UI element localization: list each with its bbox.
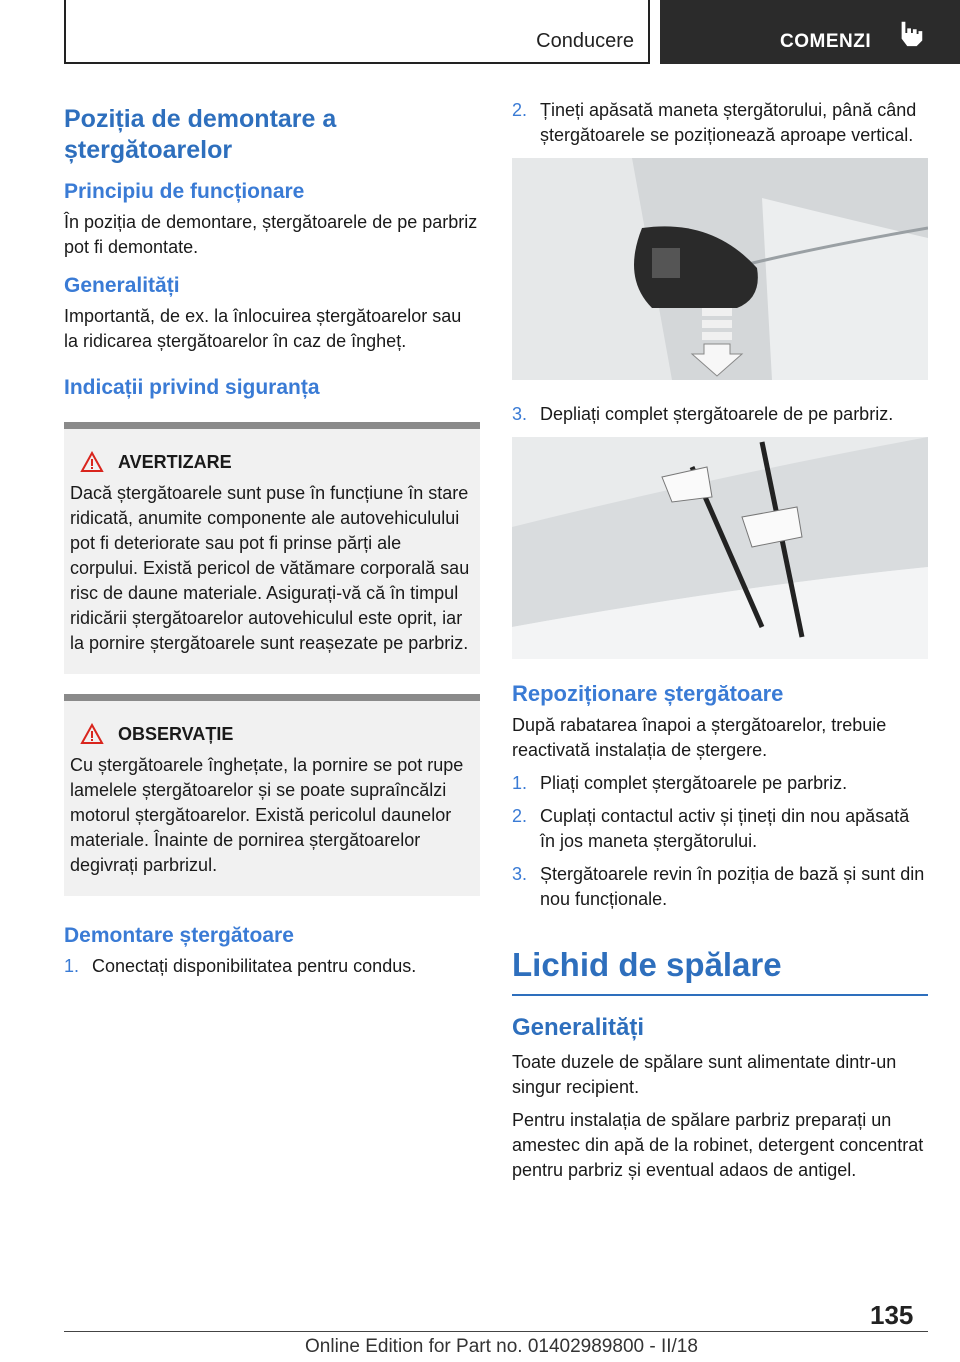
- section-title: Poziția de demontare a ștergătoarelor: [64, 105, 337, 164]
- safety-heading: Indicații privind siguranța: [64, 376, 320, 399]
- warning-text: Dacă ștergătoarele sunt puse în funcțiune în stare ridicată, anumite componente ale autovehiculului pot fi deteriorate sau pot fi prinse părți ale corpului. Există pericol de vătămare corporală sau risc de daune materiale. Asigurați-vă că în timpul ridicării ștergătoarelor autovehiculul este oprit, iar la pornire ștergătoarele sunt reașezate pe parbriz.: [70, 483, 470, 653]
- warning-triangle-icon: [80, 451, 104, 473]
- warning-box: [64, 422, 480, 674]
- wiper-lever-illustration: [512, 158, 928, 380]
- washer-paragraph-2: Pentru instalația de spălare parbriz preparați un amestec din apă de la robinet, detergent concentrat pentru parbriz și eventual adaos de antigel.: [512, 1110, 924, 1180]
- page-number: 135: [870, 1300, 914, 1330]
- reposition-steps: [512, 771, 928, 912]
- list-item: 3. Ștergătoarele revin în poziția de bază și sunt din nou funcționale.: [512, 864, 925, 909]
- notice-label: OBSERVAȚIE: [118, 723, 234, 744]
- chapter-tab[interactable]: [660, 0, 960, 64]
- remove-heading: Demontare ștergătoare: [64, 924, 294, 947]
- washer-title: Lichid de spălare: [512, 946, 928, 996]
- washer-paragraph-1: Toate duzele de spălare sunt alimentate dintr-un singur recipient.: [512, 1052, 897, 1097]
- hand-pointer-icon: [896, 18, 926, 48]
- steps-a: [512, 98, 928, 148]
- chapter-tab-label: COMENZI: [780, 31, 872, 52]
- right-column: [512, 98, 928, 1191]
- notice-text: Cu ștergătoarele înghețate, la pornire se pot rupe lamelele ștergătoarelor și se poate supraîncălzi motorul ștergătoarelor. Există pericolul daunelor materiale. Înainte de pornirea ștergătoarelor degivrați parbrizul.: [70, 755, 464, 875]
- principle-heading: Principiu de funcționare: [64, 180, 305, 203]
- left-column: [64, 98, 480, 987]
- list-item: 3. Depliați complet ștergătoarele de pe parbriz.: [512, 404, 894, 424]
- windshield-wipers-illustration: [512, 437, 928, 659]
- general-text: Importantă, de ex. la înlocuirea ștergătoarelor sau la ridicarea ștergătoarelor în caz de îngheț.: [64, 306, 462, 351]
- list-item: 1. Conectați disponibilitatea pentru condus.: [64, 956, 417, 976]
- section-name: Conducere: [536, 30, 634, 52]
- warning-label: AVERTIZARE: [118, 451, 232, 472]
- remove-steps: [64, 954, 480, 979]
- edition-note: Online Edition for Part no. 01402989800 - II/18: [305, 1336, 698, 1357]
- list-item: 1. Pliați complet ștergătoarele pe parbriz.: [512, 773, 848, 793]
- reposition-heading: Repoziționare ștergătoare: [512, 681, 784, 706]
- warning-triangle-icon: [80, 723, 104, 745]
- general-heading: Generalități: [64, 274, 180, 297]
- list-item: 2. Cuplați contactul activ și țineți din nou apăsată în jos maneta ștergătorului.: [512, 806, 910, 851]
- steps-b: [512, 402, 928, 427]
- header-frame: [64, 0, 650, 64]
- reposition-text: După rabatarea înapoi a ștergătoarelor, trebuie reactivată instalația de ștergere.: [512, 715, 887, 760]
- notice-box: [64, 694, 480, 896]
- washer-general-heading: Generalități: [512, 1014, 645, 1041]
- list-item: 2. Țineți apăsată maneta ștergătorului, până când ștergătoarele se poziționează aproape vertical.: [512, 100, 917, 145]
- principle-text: În poziția de demontare, ștergătoarele de pe parbriz pot fi demontate.: [64, 212, 478, 257]
- footer-divider: [64, 1331, 928, 1332]
